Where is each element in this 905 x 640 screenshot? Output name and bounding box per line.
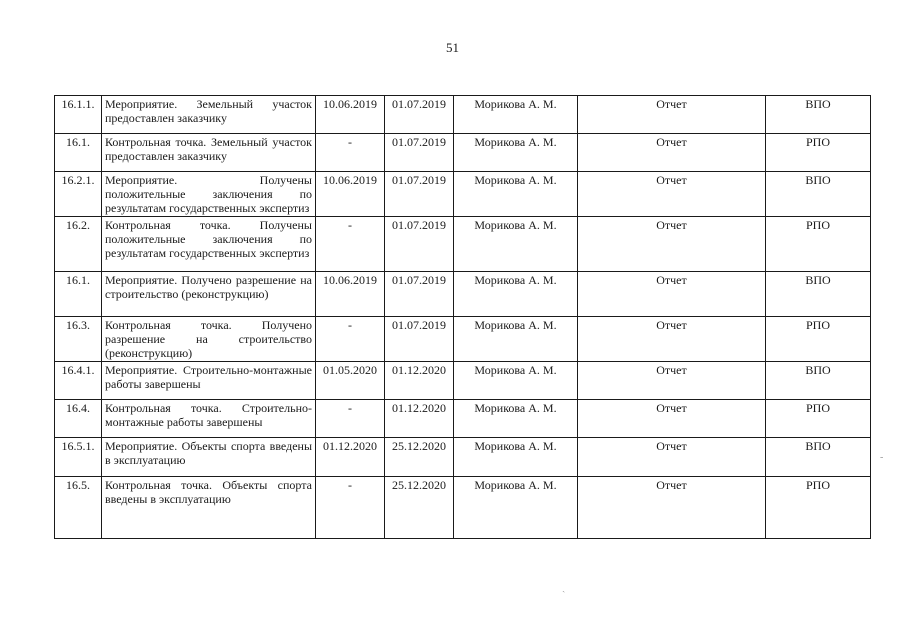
schedule-table	[54, 95, 871, 539]
row-start-date: -	[316, 400, 385, 438]
row-start-date: -	[316, 477, 385, 539]
table-row	[55, 362, 871, 400]
row-level: РПО	[766, 400, 871, 438]
row-name: Контрольная точка. Объекты спорта введены в эксплуатацию	[102, 477, 316, 539]
row-start-date: 10.06.2019	[316, 172, 385, 217]
table-row	[55, 134, 871, 172]
scan-speck: ˏ	[562, 582, 566, 593]
table-row	[55, 438, 871, 477]
row-document: Отчет	[578, 134, 766, 172]
row-level: ВПО	[766, 96, 871, 134]
table-row	[55, 317, 871, 362]
row-level: ВПО	[766, 272, 871, 317]
row-start-date: 10.06.2019	[316, 272, 385, 317]
row-responsible: Морикова А. М.	[454, 477, 578, 539]
table-row	[55, 217, 871, 272]
row-responsible: Морикова А. М.	[454, 96, 578, 134]
row-name: Мероприятие. Строительно-монтажные работы завершены	[102, 362, 316, 400]
row-document: Отчет	[578, 317, 766, 362]
row-number: 16.1.	[55, 134, 102, 172]
row-start-date: 01.12.2020	[316, 438, 385, 477]
row-number: 16.2.1.	[55, 172, 102, 217]
row-name: Мероприятие. Объекты спорта введены в эксплуатацию	[102, 438, 316, 477]
table-row	[55, 272, 871, 317]
scan-speck: -	[880, 452, 884, 463]
row-document: Отчет	[578, 438, 766, 477]
row-level: ВПО	[766, 362, 871, 400]
row-end-date: 01.07.2019	[385, 217, 454, 272]
row-end-date: 01.12.2020	[385, 362, 454, 400]
row-responsible: Морикова А. М.	[454, 400, 578, 438]
row-end-date: 01.12.2020	[385, 400, 454, 438]
row-responsible: Морикова А. М.	[454, 272, 578, 317]
row-responsible: Морикова А. М.	[454, 172, 578, 217]
row-document: Отчет	[578, 400, 766, 438]
row-number: 16.2.	[55, 217, 102, 272]
row-document: Отчет	[578, 272, 766, 317]
row-start-date: -	[316, 217, 385, 272]
row-number: 16.3.	[55, 317, 102, 362]
row-name: Контрольная точка. Земельный участок предоставлен заказчику	[102, 134, 316, 172]
row-end-date: 01.07.2019	[385, 96, 454, 134]
row-level: ВПО	[766, 172, 871, 217]
row-name: Мероприятие. Получены положительные заключения по результатам государственных экспертиз	[102, 172, 316, 217]
row-level: РПО	[766, 317, 871, 362]
row-responsible: Морикова А. М.	[454, 134, 578, 172]
row-name: Контрольная точка. Получено разрешение на строительство (реконструкцию)	[102, 317, 316, 362]
row-responsible: Морикова А. М.	[454, 362, 578, 400]
table-row	[55, 400, 871, 438]
row-document: Отчет	[578, 96, 766, 134]
page-number: 51	[446, 40, 459, 55]
row-number: 16.4.1.	[55, 362, 102, 400]
row-name: Контрольная точка. Получены положительные заключения по результатам государственных экспертиз	[102, 217, 316, 272]
row-responsible: Морикова А. М.	[454, 317, 578, 362]
row-end-date: 01.07.2019	[385, 272, 454, 317]
row-number: 16.5.1.	[55, 438, 102, 477]
row-level: ВПО	[766, 438, 871, 477]
row-responsible: Морикова А. М.	[454, 438, 578, 477]
table-row	[55, 172, 871, 217]
row-document: Отчет	[578, 362, 766, 400]
row-name: Мероприятие. Земельный участок предоставлен заказчику	[102, 96, 316, 134]
row-start-date: 10.06.2019	[316, 96, 385, 134]
row-name: Контрольная точка. Строительно-монтажные работы завершены	[102, 400, 316, 438]
row-document: Отчет	[578, 477, 766, 539]
row-end-date: 25.12.2020	[385, 438, 454, 477]
row-number: 16.1.	[55, 272, 102, 317]
row-start-date: -	[316, 134, 385, 172]
row-level: РПО	[766, 217, 871, 272]
row-number: 16.1.1.	[55, 96, 102, 134]
table-row	[55, 96, 871, 134]
table-row	[55, 477, 871, 539]
row-end-date: 01.07.2019	[385, 134, 454, 172]
row-number: 16.4.	[55, 400, 102, 438]
row-end-date: 01.07.2019	[385, 317, 454, 362]
row-level: РПО	[766, 477, 871, 539]
row-document: Отчет	[578, 172, 766, 217]
row-level: РПО	[766, 134, 871, 172]
row-end-date: 01.07.2019	[385, 172, 454, 217]
row-start-date: -	[316, 317, 385, 362]
row-name: Мероприятие. Получено разрешение на строительство (реконструкцию)	[102, 272, 316, 317]
row-number: 16.5.	[55, 477, 102, 539]
row-document: Отчет	[578, 217, 766, 272]
row-start-date: 01.05.2020	[316, 362, 385, 400]
row-responsible: Морикова А. М.	[454, 217, 578, 272]
row-end-date: 25.12.2020	[385, 477, 454, 539]
